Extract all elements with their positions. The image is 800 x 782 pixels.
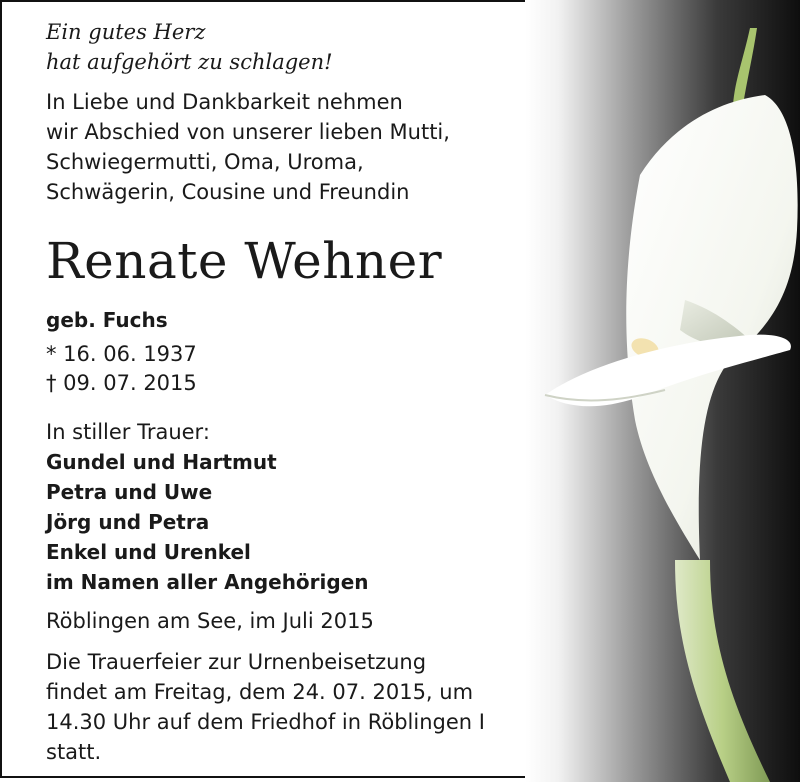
mourners-heading: In stiller Trauer: xyxy=(46,420,210,444)
maiden-name: geb. Fuchs xyxy=(46,308,168,332)
death-date: † 09. 07. 2015 xyxy=(46,371,197,395)
intro-line-1: Ein gutes Herz xyxy=(46,20,206,44)
farewell-line: Schwiegermutti, Oma, Uroma, xyxy=(46,150,364,174)
farewell-line: wir Abschied von unserer lieben Mutti, xyxy=(46,120,450,144)
farewell-line: Schwägerin, Cousine und Freundin xyxy=(46,180,410,204)
ceremony-line: Die Trauerfeier zur Urnenbeisetzung xyxy=(46,650,427,674)
mourner-name: Jörg und Petra xyxy=(46,510,210,534)
mourner-name: Gundel und Hartmut xyxy=(46,450,277,474)
place-date: Röblingen am See, im Juli 2015 xyxy=(46,609,374,633)
farewell-line: In Liebe und Dankbarkeit nehmen xyxy=(46,90,403,114)
mourner-name: Enkel und Urenkel xyxy=(46,540,251,564)
intro-line-2: hat aufgehört zu schlagen! xyxy=(46,50,333,74)
mourner-name: Petra und Uwe xyxy=(46,480,213,504)
flower-panel xyxy=(525,0,800,782)
calla-lily-icon xyxy=(525,0,800,782)
ceremony-line: 14.30 Uhr auf dem Friedhof in Röblingen I xyxy=(46,710,485,734)
ceremony-line: findet am Freitag, dem 24. 07. 2015, um xyxy=(46,680,474,704)
deceased-name: Renate Wehner xyxy=(46,232,443,290)
ceremony-line: statt. xyxy=(46,740,102,764)
mourner-name: im Namen aller Angehörigen xyxy=(46,570,369,594)
birth-date: * 16. 06. 1937 xyxy=(46,342,197,366)
